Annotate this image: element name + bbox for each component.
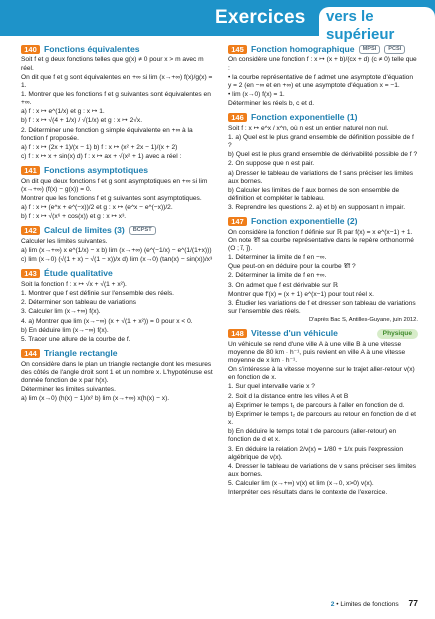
exercise-block (228, 216, 418, 324)
left-column (21, 44, 217, 597)
exercise-text-line: b) En déduire lim (x→−∞) f(x). (21, 326, 109, 334)
exercise-text-line: b) Exprimer le temps t₂ de parcours au retour en fonction de d et x. (228, 411, 417, 427)
exercise-title: Fonction exponentielle (2) (251, 216, 358, 227)
exercise-text-line: • la courbe représentative de f admet une asymptote d'équation y = 2 (en −∞ et en +∞) et une asymptote d'équation x = −1. (228, 73, 414, 89)
header-banner (0, 0, 435, 44)
exercise-text-line: 1. Sur quel intervalle varie x ? (228, 383, 315, 391)
exercise-text-line: a) f : x ↦ e^(1/x) et g : x ↦ 1. (21, 108, 105, 116)
footer-bullet: • (336, 601, 339, 608)
exercise-block (21, 225, 217, 264)
exercise-text-line: a) lim (x→+∞) x e^(1/x) − x b) lim (x→+∞) (e^(−1/x) − e^(1/(1+x))) (21, 247, 212, 255)
exercise-text-line: 2. Déterminer son tableau de variations (21, 299, 137, 307)
exercise-title: Triangle rectangle (44, 348, 118, 359)
exercise-text-line: On considère dans le plan un triangle rectangle dont les mesures des côtés de l'angle droit sont 1 et un nombre x. L'hypoténuse est donnée fonction de x par h(x). (21, 360, 213, 384)
exercise-text-line: b) Calculer les limites de f aux bornes de son ensemble de définition et compléter le tableau. (228, 186, 400, 202)
exercise-text-line: Soit f et g deux fonctions telles que g(x) ≠ 0 pour x > m avec m réel. (21, 56, 204, 72)
exercise-tag-badge: Physique (377, 329, 418, 339)
exercise-block (21, 165, 217, 221)
exercise-text-line: 2. Soit d la distance entre les villes A et B (228, 392, 349, 400)
exercise-header (21, 348, 217, 358)
exercise-text-line: On s'intéresse à la vitesse moyenne sur le trajet aller-retour v(x) en fonction de x. (228, 366, 415, 382)
exercise-title: Fonction exponentielle (1) (251, 112, 358, 123)
exercise-text-line: a) f : x ↦ (e^x + e^(−x))/2 et g : x ↦ (e^x − e^(−x))/2. (21, 204, 173, 212)
exercise-text-line: Que peut-on en déduire pour la courbe 𝒞f ? (228, 263, 356, 271)
exercise-header (21, 268, 217, 278)
exercise-text-line: b) Quel est le plus grand ensemble de dérivabilité possible de f ? (228, 151, 418, 159)
exercise-title: Fonctions asymptotiques (44, 165, 149, 176)
exercise-number: 141 (21, 166, 40, 175)
exercise-block (228, 44, 418, 108)
exercise-text-line: Déterminer les limites suivantes. (21, 385, 116, 393)
exercise-block (228, 328, 418, 497)
right-column (228, 44, 418, 597)
exercise-text-line: a) lim (x→0) (h(x) − 1)/x² b) lim (x→+∞) x(h(x) − x). (21, 395, 170, 403)
level-pill: vers le supérieur (319, 7, 435, 47)
exercise-number: 144 (21, 349, 40, 358)
exercise-text-line: 5. Calculer lim (x→+∞) v(x) et lim (x→0, x>0) v(x). (228, 480, 374, 487)
exercise-block (21, 268, 217, 344)
exercise-text-line: On considère une fonction f : x ↦ (x + b)/(cx + d) (c ≠ 0) telle que : (228, 56, 417, 72)
exercise-source-citation: D'après Bac S, Antilles-Guyane, juin 2012. (308, 317, 418, 324)
exercise-text-line: Calculer les limites suivantes. (21, 237, 108, 245)
exercise-text-line: 3. En déduire la relation 2/v(x) = 1/80 + 1/x puis l'expression algébrique de v(x). (228, 445, 403, 461)
exercise-block (228, 112, 418, 212)
exercise-text-line: 2. Déterminer la limite de f en +∞. (228, 272, 327, 280)
exercise-number: 146 (228, 113, 247, 122)
exercise-tag-badge: BCPST (129, 226, 156, 235)
exercise-header (21, 165, 217, 175)
exercise-title: Étude qualitative (44, 268, 113, 279)
exercise-text-line: 4. Dresser le tableau de variations de v sans préciser ses limites aux bornes. (228, 462, 417, 478)
exercise-block (21, 44, 217, 161)
exercise-text-line: 3. Reprendre les questions 2. a) et b) en supposant n impair. (228, 204, 406, 212)
exercise-text-line: a) Exprimer le temps t₁ de parcours à l'aller en fonction de d. (228, 401, 405, 409)
page-number: 77 (408, 598, 418, 608)
exercise-text-line: 1. Déterminer la limite de f en −∞. (228, 253, 327, 261)
chapter-title: Limites de fonctions (340, 601, 399, 608)
exercise-text-line: a) Dresser le tableau de variations de f sans préciser les limites aux bornes. (228, 169, 414, 185)
exercise-header (21, 44, 217, 54)
exercise-text-line: c) f : x ↦ x + sin(x) d) f : x ↦ ax + √(x² + 1) avec a réel : (21, 153, 182, 161)
exercise-number: 147 (228, 217, 247, 226)
exercise-text-line: b) f : x ↦ √(x⁶ + cos(x)) et g : x ↦ x³. (21, 213, 127, 221)
exercise-text-line: On dit que f et g sont équivalentes en +∞ si lim (x→+∞) f(x)/g(x) = 1. (21, 73, 213, 89)
exercise-text-line: On dit que deux fonctions f et g sont asymptotiques en +∞ si lim (x→+∞) (f(x) − g(x)) = 0. (21, 177, 208, 193)
exercise-number: 148 (228, 329, 247, 338)
exercise-number: 145 (228, 45, 247, 54)
exercise-number: 140 (21, 45, 40, 54)
exercise-text-line: 2. On suppose que n est pair. (228, 160, 315, 168)
exercise-text-line: 3. On admet que f est dérivable sur ℝ (228, 281, 339, 289)
exercise-text-line: 1. Montrer que les fonctions f et g suivantes sont équivalentes en +∞. (21, 90, 211, 107)
exercise-text-line: Montrer que les fonctions f et g suivantes sont asymptotiques. (21, 194, 202, 202)
exercise-number: 142 (21, 226, 40, 235)
exercise-title: Calcul de limites (3) (44, 225, 125, 236)
exercise-title: Fonction homographique (251, 44, 355, 54)
exercise-text-line: 2. Déterminer une fonction g simple équivalente en +∞ à la fonction f proposée. (21, 126, 193, 142)
exercise-text-line: b) En déduire le temps total t de parcours (aller-retour) en fonction de d et x. (228, 428, 397, 444)
exercise-number: 143 (21, 269, 40, 278)
exercise-text-line: c) lim (x→0) (√(1 + x) − √(1 − x))/x d) lim (x→0) (tan(x) − sin(x))/x³ (21, 256, 213, 264)
page-footer (300, 598, 418, 609)
page-title: Exercices (215, 7, 306, 28)
exercise-text-line: • lim (x→0) f(x) = 1. (228, 90, 285, 98)
exercise-text-line: 1. a) Quel est le plus grand ensemble de définition possible de f ? (228, 133, 414, 149)
exercise-title: Fonctions équivalentes (44, 44, 140, 54)
exercise-block (21, 348, 217, 403)
exercise-text-line: Soit la fonction f : x ↦ √x + √(1 + x²). (21, 280, 127, 288)
exercise-text-line: 1. Montrer que f est définie sur l'ensemble des réels. (21, 290, 174, 298)
exercise-tag-badge: MPSI (359, 45, 381, 54)
exercise-header (228, 216, 418, 226)
exercise-title: Vitesse d'un véhicule (251, 328, 338, 339)
exercise-text-line: 4. a) Montrer que lim (x→−∞) (x + √(1 + x²)) = 0 pour x < 0. (21, 317, 193, 325)
exercise-text-line: 5. Tracer une allure de la courbe de f. (21, 336, 131, 344)
exercise-text-line: 3. Calculer lim (x→+∞) f(x). (21, 308, 101, 316)
exercise-text-line: On considère la fonction f définie sur ℝ par f(x) = x e^(x−1) + 1. On note 𝒞f sa courbe représentative dans le repère orthonormé (O ; i⃗, j⃗). (228, 228, 414, 252)
exercise-text-line: Un véhicule se rend d'une ville A à une ville B à une vitesse moyenne de 80 km · h⁻¹, puis revient en ville A à une vitesse moyenne de x km · h⁻¹. (228, 340, 406, 364)
exercise-header (21, 225, 217, 235)
exercise-text-line: Montrer que f′(x) = (x + 1) e^(x−1) pour tout réel x. (228, 290, 374, 298)
exercise-text-line: a) f : x ↦ (2x + 1)/(x − 1) b) f : x ↦ (x² + 2x − 1)/(x + 2) (21, 143, 178, 151)
exercise-text-line: Soit f : x ↦ e^x / x^n, où n est un entier naturel non nul. (228, 124, 389, 132)
exercise-tag-badge: PCSI (384, 45, 405, 54)
exercise-header (228, 44, 418, 54)
exercise-header (228, 328, 418, 338)
exercise-text-line: Interpréter ces résultats dans le contexte de l'exercice. (228, 489, 388, 497)
exercise-header (228, 112, 418, 122)
chapter-number: 2 (330, 601, 335, 608)
exercise-text-line: Déterminer les réels b, c et d. (228, 100, 315, 108)
exercise-text-line: b) f : x ↦ √(4 + 1/x) / √(1/x) et g : x ↦ 2√x. (21, 117, 143, 125)
exercise-text-line: 3. Étudier les variations de f et dresser son tableau de variations sur l'ensemble des réels. (228, 300, 416, 316)
